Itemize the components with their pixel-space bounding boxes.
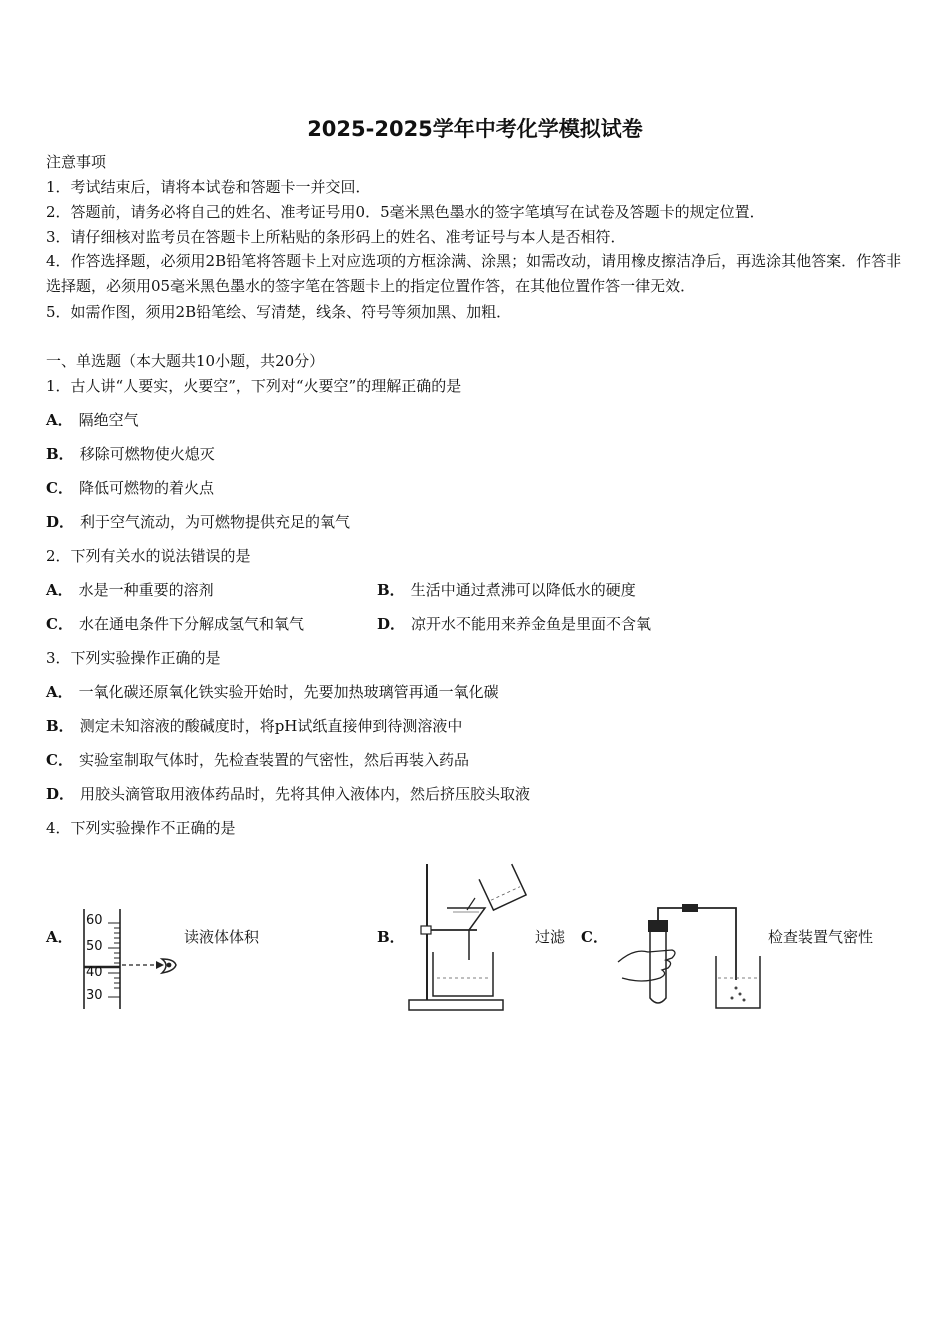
- option-text: 降低可燃物的着火点: [78, 479, 214, 497]
- option-text: 生活中通过煮沸可以降低水的硬度: [410, 581, 636, 599]
- option-text: 移除可燃物使火熄灭: [79, 445, 215, 463]
- option-label: A．: [46, 411, 73, 429]
- option-text: 水是一种重要的溶剂: [78, 581, 214, 599]
- option-text: 测定未知溶液的酸碱度时，将pH试纸直接伸到待测溶液中: [79, 717, 463, 735]
- q1-option-d: [46, 512, 350, 532]
- q4-option-b-label: B．: [377, 928, 405, 946]
- q2-option-d: [377, 614, 651, 634]
- page-title: 2025-2025学年中考化学模拟试卷: [307, 117, 643, 141]
- q3-option-b: [46, 716, 462, 736]
- option-label: D．: [377, 615, 406, 633]
- option-label: D．: [46, 785, 75, 803]
- option-text: 实验室制取气体时，先检查装置的气密性，然后再装入药品: [78, 751, 469, 769]
- option-text: 水在通电条件下分解成氢气和氧气: [78, 615, 304, 633]
- option-label: D．: [46, 513, 75, 531]
- option-text: 凉开水不能用来养金鱼是里面不含氧: [411, 615, 652, 633]
- question-1-stem: 1．古人讲“人要实，火要空”，下列对“火要空”的理解正确的是: [46, 377, 462, 395]
- option-label: B．: [46, 445, 74, 463]
- airtightness-check-figure: [612, 900, 772, 1015]
- q2-option-b: [377, 580, 636, 600]
- tick-label-60: 60: [86, 913, 103, 928]
- q4-option-c-text: 检查装置气密性: [768, 928, 874, 946]
- q1-option-c: [46, 478, 214, 498]
- option-label: A．: [46, 581, 73, 599]
- notice-item-4: 4．作答选择题，必须用2B铅笔将答题卡上对应选项的方框涂满、涂黑；如需改动，请用橡皮擦洁净后，再选涂其他答案．作答非选择题，必须用05毫米黑色墨水的签字笔在答题卡上的指定位置作答，在其他位置作答一律无效．: [46, 252, 902, 295]
- q2-option-a: [46, 580, 214, 600]
- q3-option-c: [46, 750, 469, 770]
- question-2-stem: 2．下列有关水的说法错误的是: [46, 547, 251, 565]
- q4-option-a-text: 读液体体积: [184, 928, 260, 946]
- option-text: 一氧化碳还原氧化铁实验开始时，先要加热玻璃管再通一氧化碳: [78, 683, 499, 701]
- notice-item-5: 5．如需作图，须用2B铅笔绘、写清楚，线条、符号等须加黑、加粗．: [46, 303, 512, 321]
- question-3-stem: 3．下列实验操作正确的是: [46, 649, 221, 667]
- section-heading: 一、单选题（本大题共10小题，共20分）: [46, 352, 325, 370]
- question-4-stem: 4．下列实验操作不正确的是: [46, 819, 236, 837]
- filtration-apparatus-figure: [405, 860, 535, 1015]
- notice-item-1: 1．考试结束后，请将本试卷和答题卡一并交回．: [46, 178, 371, 196]
- q1-option-b: [46, 444, 215, 464]
- option-text: 隔绝空气: [78, 411, 139, 429]
- tick-label-40: 40: [86, 965, 103, 980]
- tick-label-50: 50: [86, 939, 103, 954]
- notice-item-3: 3．请仔细核对监考员在答题卡上所粘贴的条形码上的姓名、准考证号与本人是否相符．: [46, 228, 626, 246]
- q3-option-a: [46, 682, 499, 702]
- notice-item-2: 2．答题前，请务必将自己的姓名、准考证号用0．5毫米黑色墨水的签字笔填写在试卷及答题卡的规定位置．: [46, 203, 765, 221]
- option-text: 用胶头滴管取用液体药品时，先将其伸入液体内，然后挤压胶头取液: [80, 785, 531, 803]
- q4-option-c-label: C．: [581, 928, 608, 946]
- tick-label-30: 30: [86, 988, 103, 1003]
- q4-option-b-text: 过滤: [535, 928, 566, 946]
- option-label: C．: [46, 615, 73, 633]
- option-text: 利于空气流动，为可燃物提供充足的氧气: [80, 513, 351, 531]
- notice-heading: 注意事项: [46, 153, 107, 171]
- q4-option-a-label: A．: [46, 928, 73, 946]
- option-label: B．: [377, 581, 405, 599]
- q2-option-c: [46, 614, 304, 634]
- option-label: C．: [46, 479, 73, 497]
- option-label: A．: [46, 683, 73, 701]
- option-label: C．: [46, 751, 73, 769]
- q3-option-d: [46, 784, 530, 804]
- q1-option-a: [46, 410, 139, 430]
- option-label: B．: [46, 717, 74, 735]
